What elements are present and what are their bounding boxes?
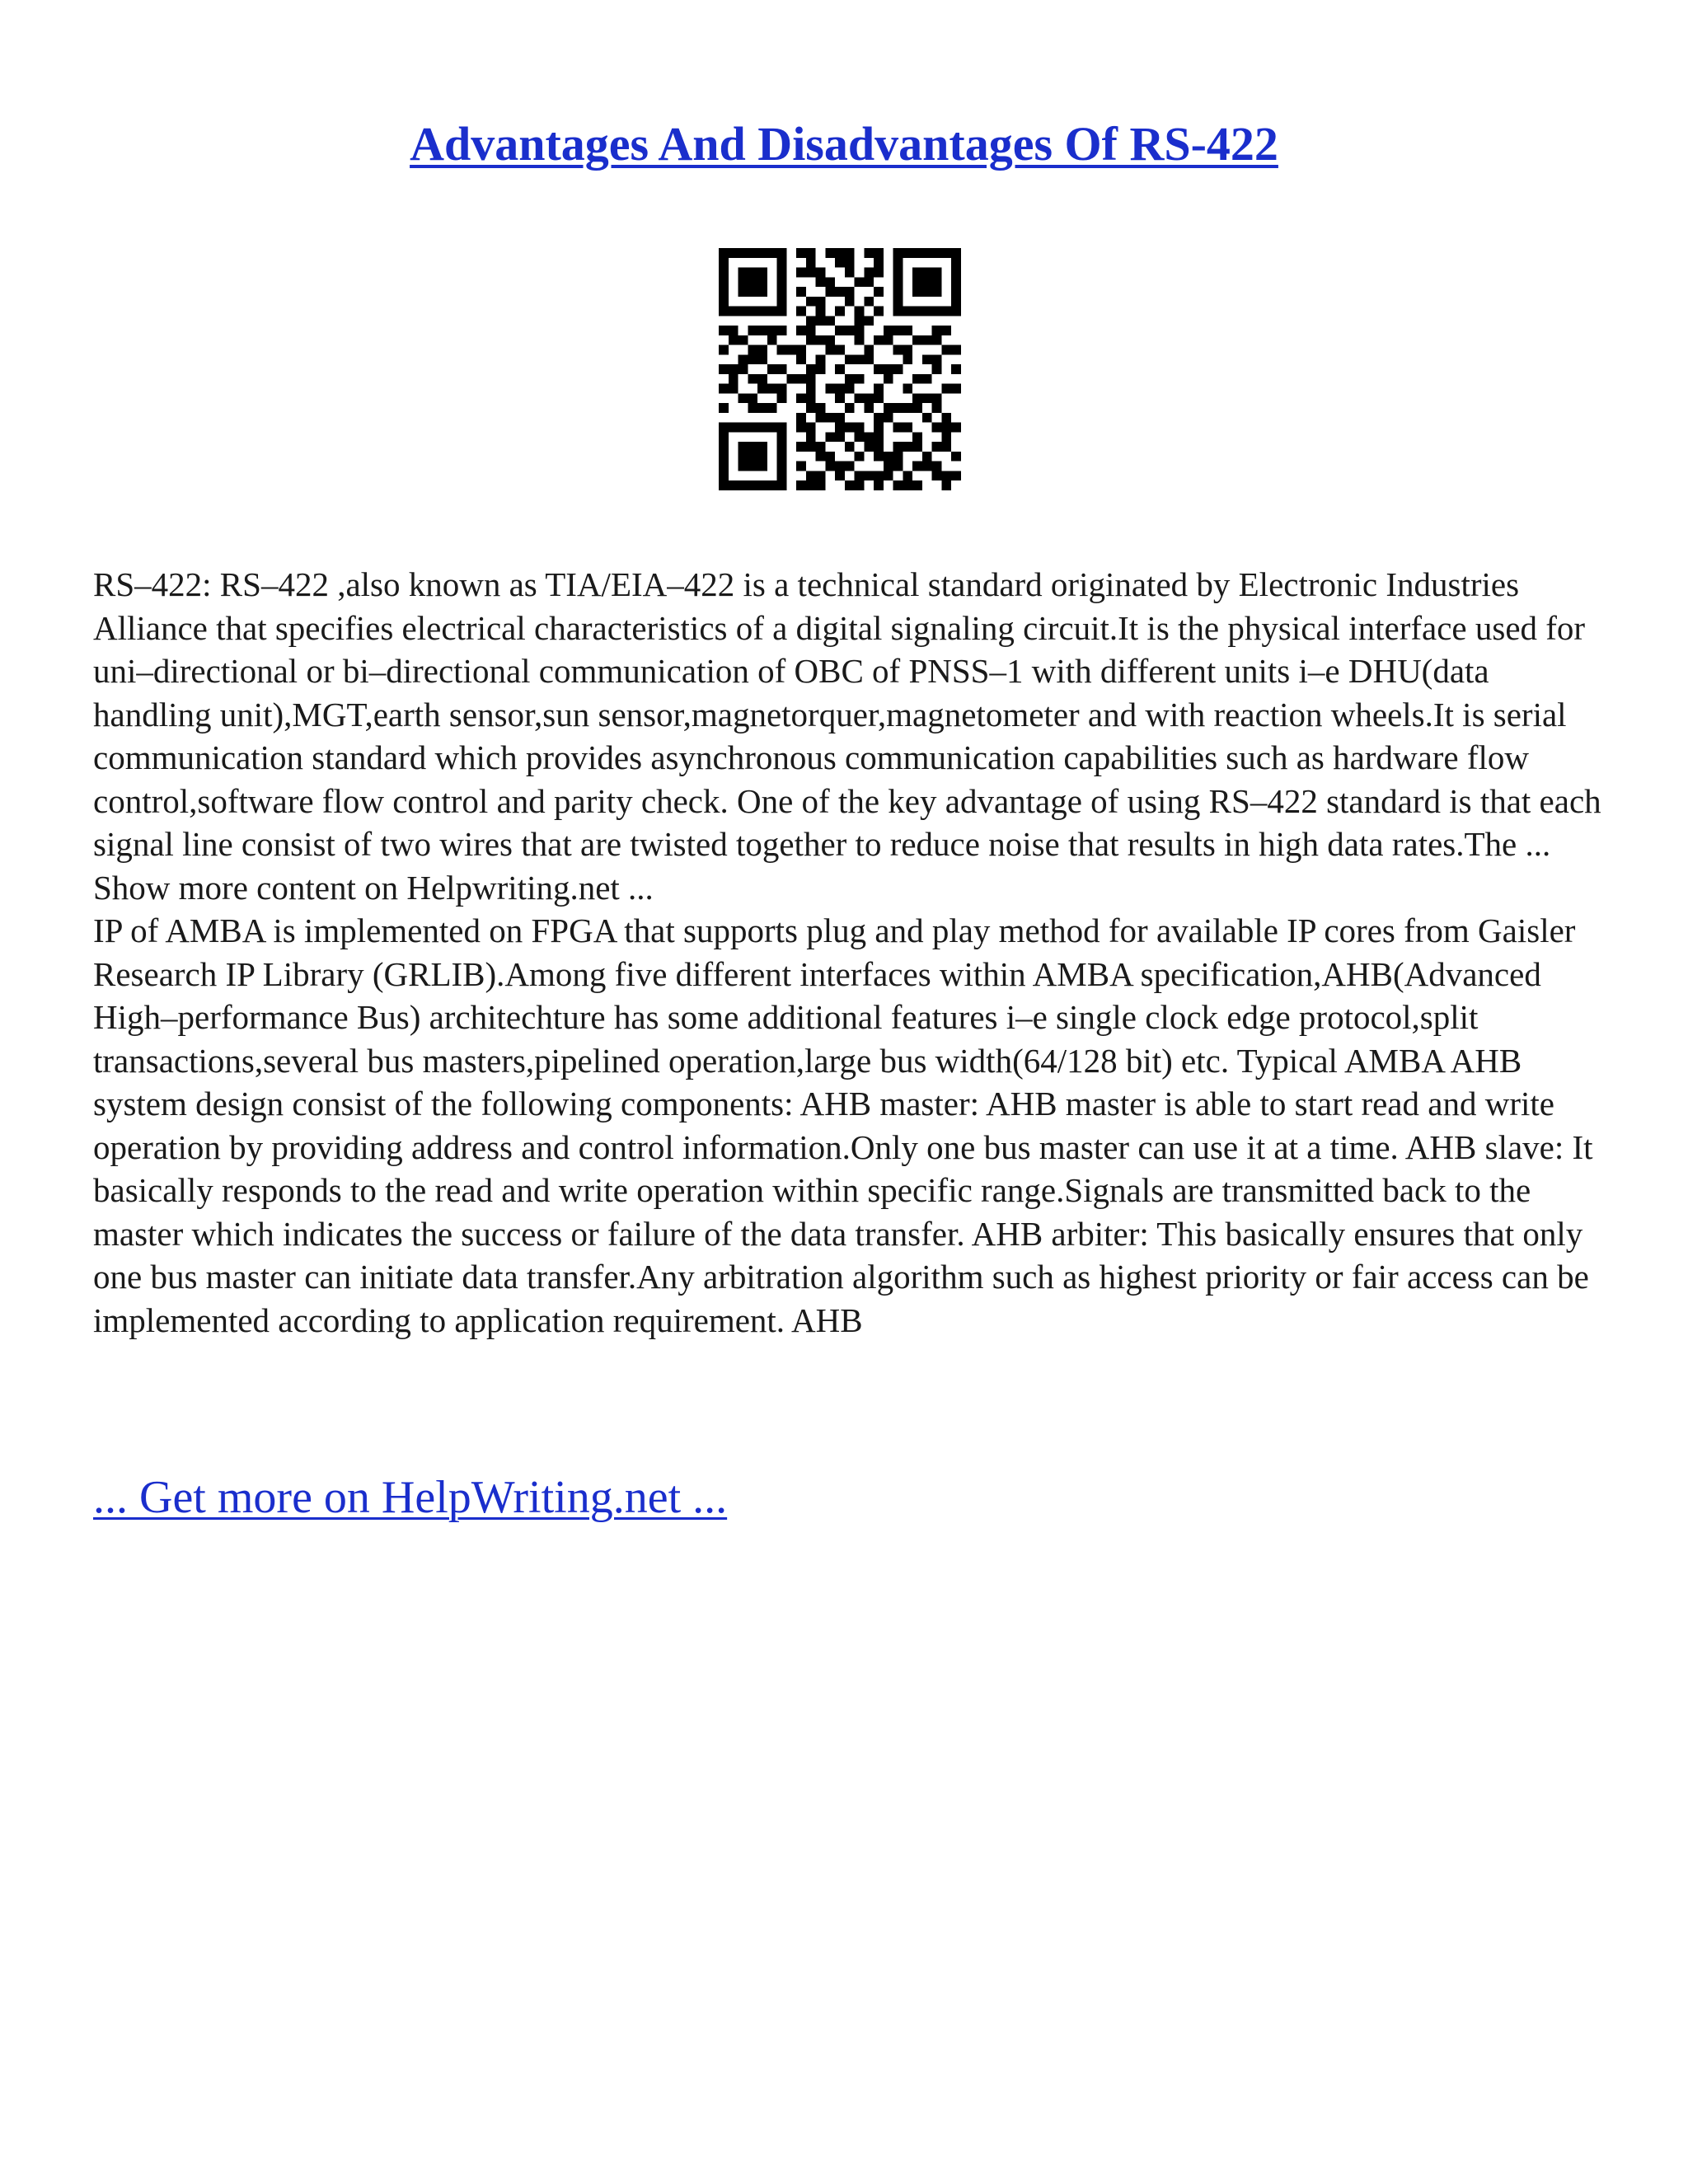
page-title — [0, 115, 1688, 173]
paragraph-amba: IP of AMBA is implemented on FPGA that supports plug and play method for available IP cores from Gaisler Research IP Library (GRLIB).Among five different interfaces within AMBA specification,AHB(Advanced High–performance Bus) architechture has some additional features i–e single clock edge protocol,split transactions,several bus masters,pipelined operation,large bus width(64/128 bit) etc. Typical AMBA AHB system design consist of the following components: AHB master: AHB master is able to start read and write operation by providing address and control information.Only one bus master can use it at a time. AHB slave: It basically responds to the read and write operation within specific range.Signals are transmitted back to the master which indicates the success or failure of the data transfer. AHB arbiter: This basically ensures that only one bus master can initiate data transfer.Any arbitration algorithm such as highest priority or fair access can be implemented according to application requirement. AHB — [93, 912, 1593, 1339]
paragraph-rs422: RS–422: RS–422 ,also known as TIA/EIA–422 is a technical standard originated by Electronic Industries Alliance that specifies electrical characteristics of a digital signaling circuit.It is the physical interface used for uni–directional or bi–directional communication of OBC of PNSS–1 with different units i–e DHU(data handling unit),MGT,earth sensor,sun sensor,magnetorquer,magnetometer and with reaction wheels.It is serial communication standard which provides asynchronous communication capabilities such as hardware flow control,software flow control and parity check. One of the key advantage of using RS–422 standard is that each signal line consist of two wires that are twisted together to reduce noise that results in high data rates.The ... Show more content on Helpwriting.net ... — [93, 565, 1601, 907]
article-body — [93, 563, 1601, 1342]
get-more-link[interactable]: ... Get more on HelpWriting.net ... — [93, 1472, 728, 1523]
title-link[interactable]: Advantages And Disadvantages Of RS-422 — [410, 117, 1278, 171]
more-link-container — [93, 1469, 727, 1526]
qr-code-icon — [719, 248, 961, 490]
